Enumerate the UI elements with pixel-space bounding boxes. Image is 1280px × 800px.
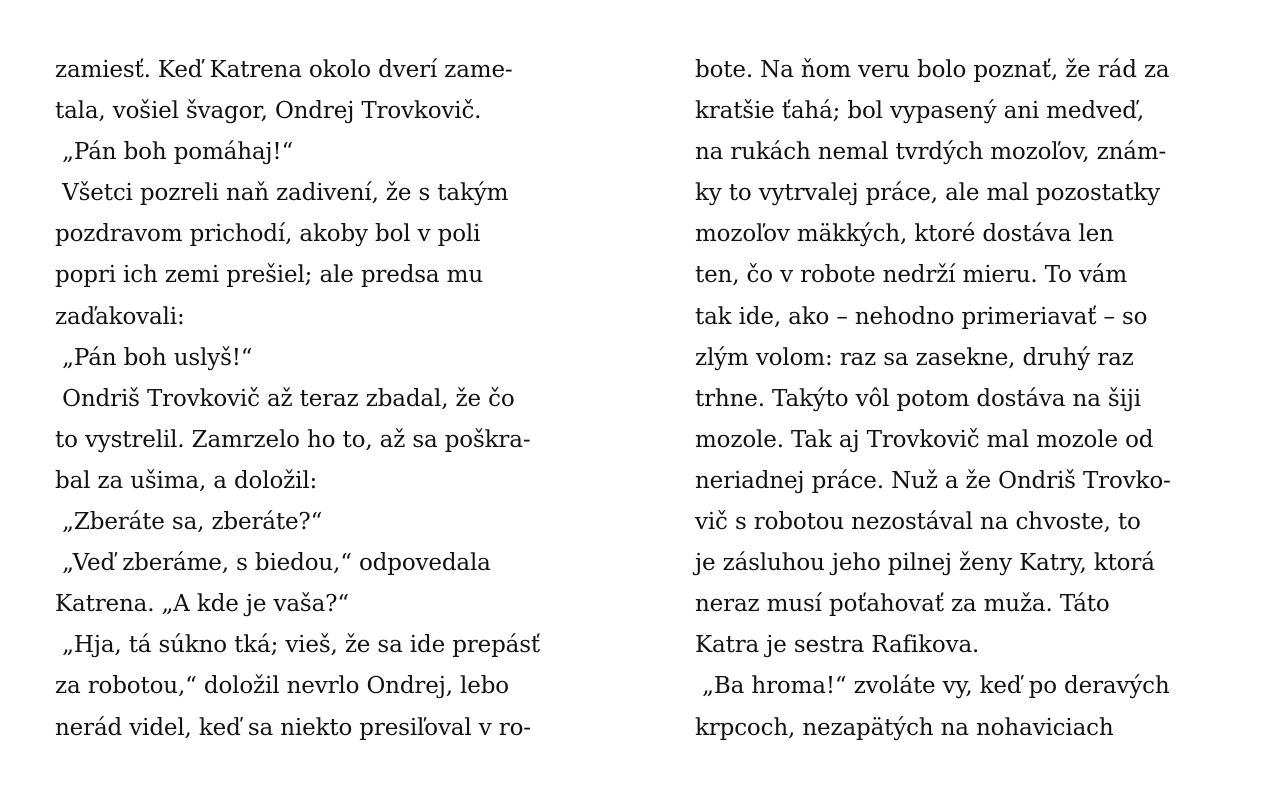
text-line: Všetci pozreli naň zadivení, že s takým — [55, 180, 509, 207]
text-line: za robotou,“ doložil nevrlo Ondrej, lebo — [55, 673, 509, 700]
text-line: „Ba hroma!“ zvoláte vy, keď po deravých — [695, 673, 1170, 700]
text-line: Katra je sestra Rafikova. — [695, 632, 980, 659]
text-line: ten, čo v robote nedrží mieru. To vám — [695, 262, 1128, 289]
text-line: „Zberáte sa, zberáte?“ — [55, 509, 323, 536]
text-line: „Veď zberáme, s biedou,“ odpovedala — [55, 550, 491, 577]
left-text-column — [55, 50, 615, 749]
text-line: bal za ušima, a doložil: — [55, 467, 318, 494]
text-line: pozdravom prichodí, akoby bol v poli — [55, 221, 481, 248]
text-line: tak ide, ako – nehodno primeriavať – so — [695, 303, 1148, 330]
text-line: popri ich zemi prešiel; ale predsa mu — [55, 262, 483, 289]
text-line: vič s robotou nezostával na chvoste, to — [695, 509, 1141, 536]
text-line: zlým volom: raz sa zasekne, druhý raz — [695, 344, 1134, 371]
text-line: bote. Na ňom veru bolo poznať, že rád za — [695, 57, 1170, 83]
text-line: „Pán boh uslyš!“ — [55, 344, 253, 371]
text-line: je zásluhou jeho pilnej ženy Katry, ktorá — [695, 550, 1155, 577]
text-line: „Hja, tá súkno tká; vieš, že sa ide prepásť — [55, 632, 540, 659]
text-line: zaďakovali: — [55, 303, 185, 330]
text-line: neraz musí poťahovať za muža. Táto — [695, 591, 1110, 618]
text-line: na rukách nemal tvrdých mozoľov, znám- — [695, 139, 1167, 166]
text-line: „Pán boh pomáhaj!“ — [55, 139, 294, 166]
text-line: trhne. Takýto vôl potom dostáva na šiji — [695, 385, 1141, 412]
text-line: ky to vytrvalej práce, ale mal pozostatky — [695, 180, 1161, 207]
text-line: mozoľov mäkkých, ktoré dostáva len — [695, 221, 1114, 248]
text-line: tala, vošiel švagor, Ondrej Trovkovič. — [55, 98, 482, 125]
text-line: krpcoch, nezapätých na nohaviciach — [695, 714, 1114, 741]
text-line: Katrena. „A kde je vaša?“ — [55, 591, 349, 618]
text-line: Ondriš Trovkovič až teraz zbadal, že čo — [55, 385, 515, 412]
text-line: mozole. Tak aj Trovkovič mal mozole od — [695, 426, 1154, 453]
right-text-column — [695, 50, 1255, 749]
text-line: to vystrelil. Zamrzelo ho to, až sa poškra- — [55, 426, 531, 453]
text-line: neriadnej práce. Nuž a že Ondriš Trovko- — [695, 467, 1171, 494]
text-line: kratšie ťahá; bol vypasený ani medveď, — [695, 98, 1144, 125]
text-line: nerád videl, keď sa niekto presiľoval v ro- — [55, 714, 531, 741]
text-line: zamiesť. Keď Katrena okolo dverí zame- — [55, 57, 513, 83]
